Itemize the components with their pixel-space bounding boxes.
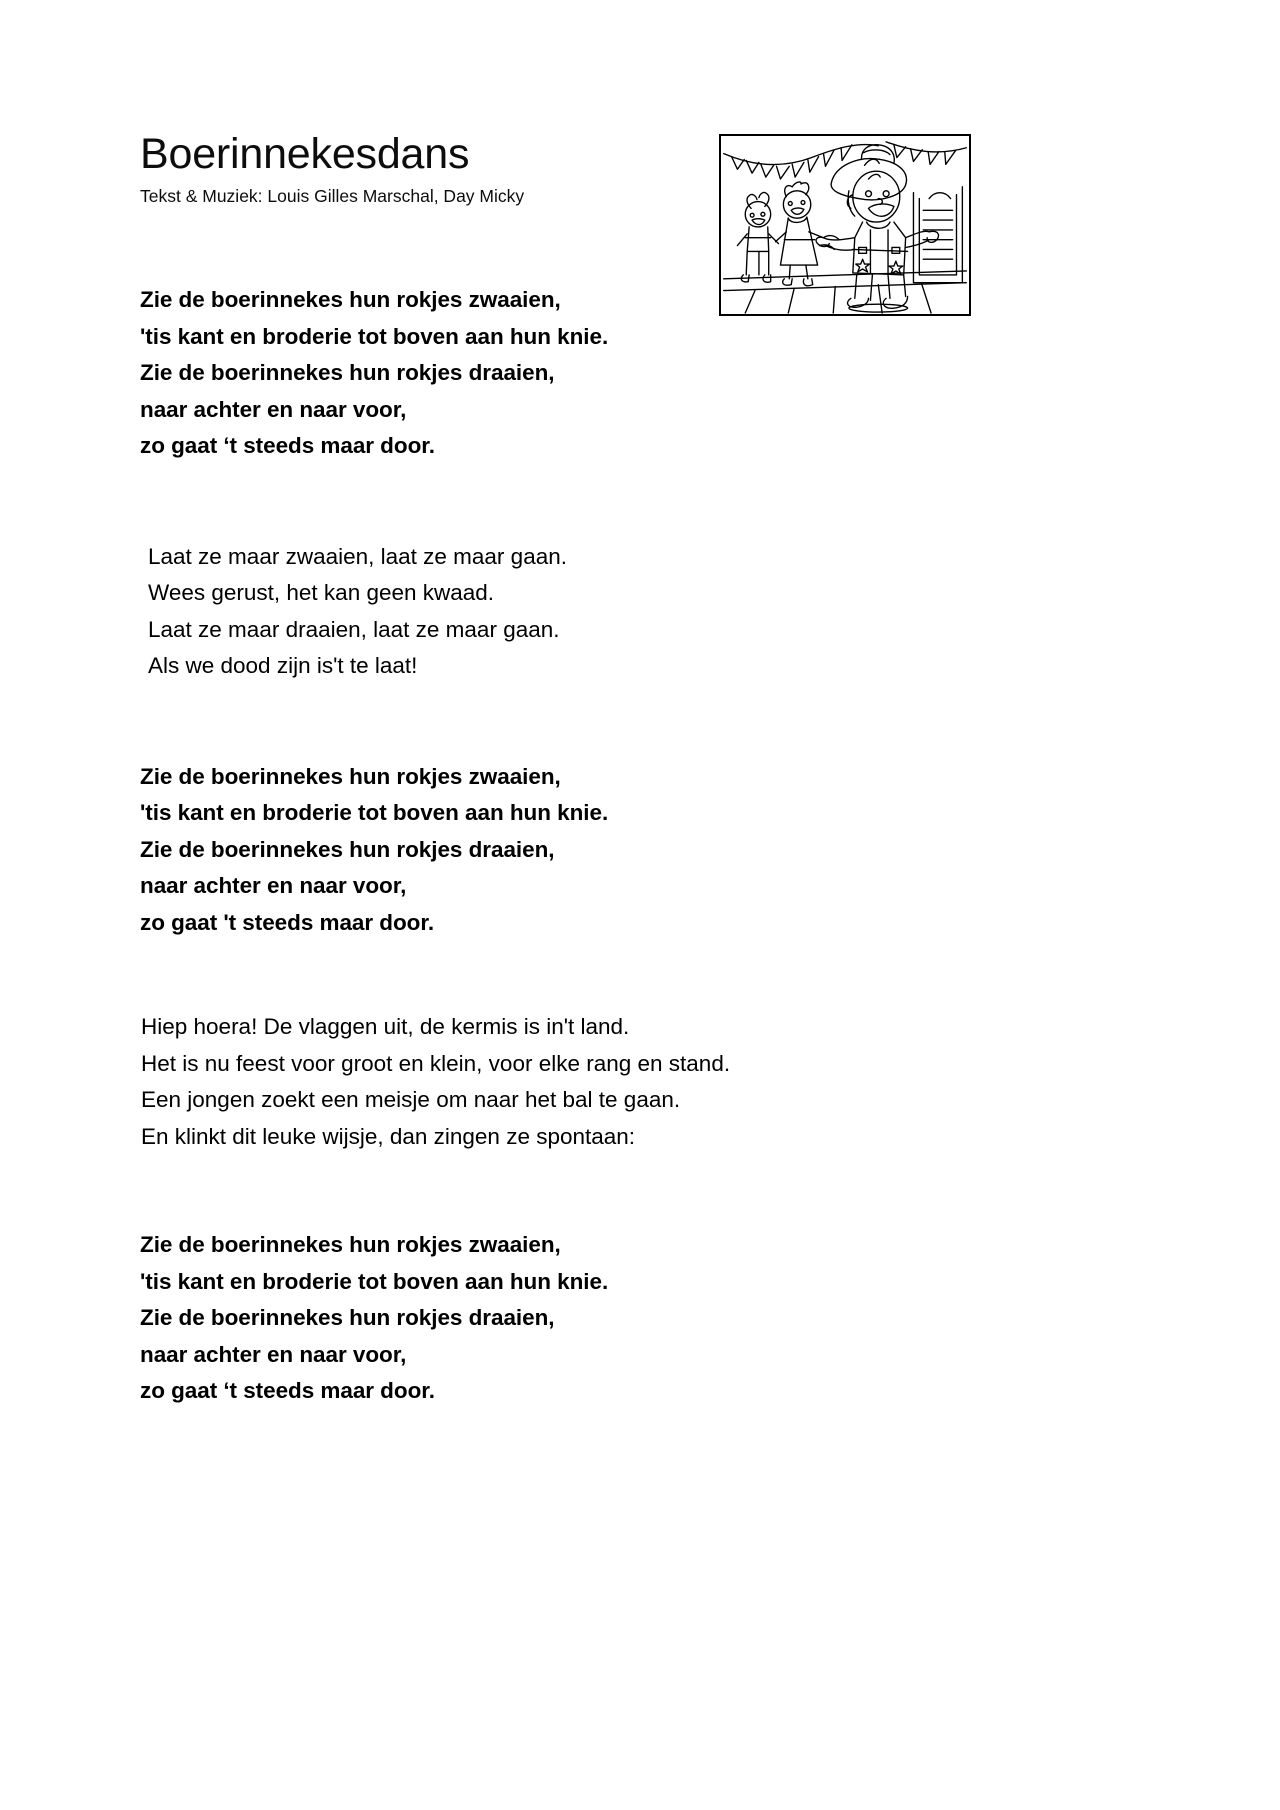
- lyric-line: zo gaat 't steeds maar door.: [140, 909, 435, 935]
- lyric-line: Zie de boerinnekes hun rokjes draaien,: [140, 360, 555, 385]
- stanza-verse-1: [140, 539, 1140, 685]
- stanza-chorus-2: [140, 759, 1140, 942]
- stanza-gap: [140, 465, 1140, 539]
- lyric-line: Zie de boerinnekes hun rokjes draaien,: [140, 836, 555, 862]
- lyric-line: naar achter en naar voor,: [140, 1341, 407, 1367]
- lyrics-body: [140, 282, 1140, 1410]
- lyric-line: Een jongen zoekt een meisje om naar het bal te gaan.: [141, 1087, 681, 1112]
- lyric-line: naar achter en naar voor,: [140, 873, 407, 898]
- credits-line: Tekst & Muziek: Louis Gilles Marschal, Day Micky: [140, 186, 525, 207]
- lyric-line: 'tis kant en broderie tot boven aan hun knie.: [140, 800, 609, 825]
- lyric-line: Laat ze maar draaien, laat ze maar gaan.: [148, 616, 560, 642]
- lyric-line: Zie de boerinnekes hun rokjes zwaaien,: [140, 1232, 561, 1257]
- stanza-verse-2: [140, 1009, 1140, 1155]
- lyric-line: zo gaat ‘t steeds maar door.: [140, 1378, 435, 1403]
- lyric-line: Het is nu feest voor groot en klein, voor elke rang en stand.: [141, 1050, 731, 1076]
- lyric-line: naar achter en naar voor,: [140, 396, 407, 422]
- stanza-gap: [140, 941, 1140, 1009]
- lyric-line: Als we dood zijn is't te laat!: [148, 653, 418, 678]
- lyric-line: Hiep hoera! De vlaggen uit, de kermis is in't land.: [141, 1014, 630, 1039]
- stanza-gap: [140, 1155, 1140, 1227]
- lyric-line: Zie de boerinnekes hun rokjes zwaaien,: [140, 287, 561, 312]
- stanza-chorus-1: [140, 282, 1140, 465]
- lyric-line: En klinkt dit leuke wijsje, dan zingen ze spontaan:: [141, 1123, 636, 1149]
- lyric-line: zo gaat ‘t steeds maar door.: [140, 433, 435, 458]
- stanza-chorus-3: [140, 1227, 1140, 1410]
- lyric-line: 'tis kant en broderie tot boven aan hun knie.: [140, 1268, 609, 1294]
- document-header: [140, 132, 700, 207]
- lyric-line: Wees gerust, het kan geen kwaad.: [148, 580, 495, 605]
- stanza-gap: [140, 685, 1140, 759]
- lyric-line: Zie de boerinnekes hun rokjes zwaaien,: [140, 763, 561, 789]
- lyric-line: Zie de boerinnekes hun rokjes draaien,: [140, 1305, 555, 1330]
- page-title: Boerinnekesdans: [140, 130, 470, 178]
- lyric-line: 'tis kant en broderie tot boven aan hun knie.: [140, 323, 609, 349]
- lyric-line: Laat ze maar zwaaien, laat ze maar gaan.: [148, 543, 567, 569]
